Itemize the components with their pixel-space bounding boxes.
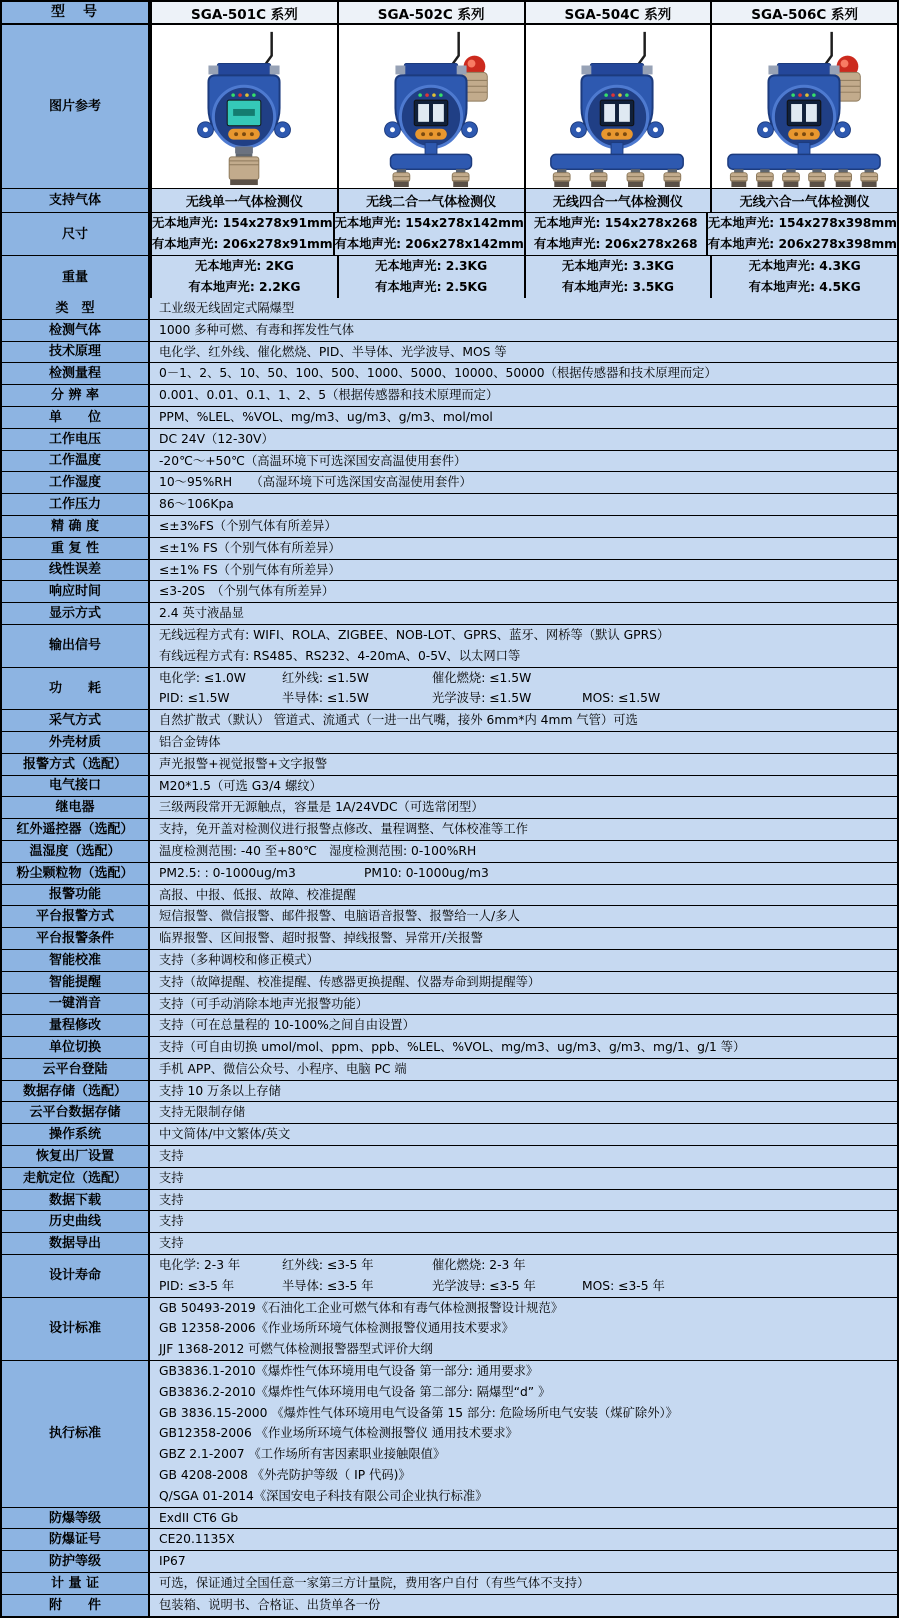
spec-value-line: 支持（多种调校和修正模式） bbox=[159, 952, 319, 967]
spec-row bbox=[2, 1572, 897, 1594]
spec-row bbox=[2, 709, 897, 731]
spec-value-line: ≤±3%FS（个别气体有所差异） bbox=[159, 518, 337, 533]
spec-value-line: 支持（故障提醒、校准提醒、传感器更换提醒、仪器寿命到期提醒等） bbox=[159, 974, 541, 989]
spec-row-label: 工作湿度 bbox=[2, 472, 150, 493]
spec-row bbox=[2, 1080, 897, 1102]
weight-line: 有本地声光: 2.5KG bbox=[375, 280, 488, 294]
spec-row bbox=[2, 537, 897, 559]
spec-row bbox=[2, 1528, 897, 1550]
spec-row bbox=[2, 406, 897, 428]
spec-row-value bbox=[150, 668, 897, 710]
spec-value-line: M20*1.5（可选 G3/4 螺纹） bbox=[159, 778, 322, 793]
spec-value-line: 中文简体/中文繁体/英文 bbox=[159, 1127, 291, 1142]
image-row-label: 图片参考 bbox=[2, 25, 150, 188]
spec-row-value bbox=[150, 863, 897, 884]
spec-value-line: GB12358-2006 《作业场所环境气体检测报警仪 通用技术要求》 bbox=[159, 1426, 518, 1441]
spec-value-segment: 红外线: ≤1.5W bbox=[282, 670, 369, 685]
spec-row-value bbox=[150, 342, 897, 363]
spec-value-line: 短信报警、微信报警、邮件报警、电脑语音报警、报警给一人/多人 bbox=[159, 909, 520, 924]
spec-row-label: 执行标准 bbox=[2, 1361, 150, 1507]
spec-row bbox=[2, 298, 897, 319]
spec-row bbox=[2, 753, 897, 775]
spec-row bbox=[2, 602, 897, 624]
weight-line: 无本地声光: 4.3KG bbox=[748, 258, 861, 273]
spec-row-value bbox=[150, 1102, 897, 1123]
spec-value-line: 温度检测范围: -40 至+80℃ 湿度检测范围: 0-100%RH bbox=[159, 843, 477, 858]
spec-row-value bbox=[150, 494, 897, 515]
spec-row bbox=[2, 1145, 897, 1167]
spec-value-line: ≤±1% FS（个别气体有所差异） bbox=[159, 562, 341, 577]
spec-row-value bbox=[150, 819, 897, 840]
spec-value-segment: PID: ≤3-5 年 bbox=[159, 1278, 235, 1293]
dimensions-line: 无本地声光: 154x278x398mm bbox=[707, 215, 897, 230]
spec-value-line: 支持（可在总量程的 10-100%之间自由设置） bbox=[159, 1018, 415, 1033]
sga-506c-device-image bbox=[710, 25, 897, 188]
sga-501c-device-icon bbox=[152, 26, 337, 188]
spec-value-line: 临界报警、区间报警、超时报警、掉线报警、异常开/关报警 bbox=[159, 931, 483, 946]
supported-gas-cell: 无线二合一气体检测仪 bbox=[337, 189, 524, 212]
sga-504c-device-image bbox=[524, 25, 711, 188]
spec-row-value bbox=[150, 472, 897, 493]
spec-row-value bbox=[150, 1081, 897, 1102]
spec-row-value bbox=[150, 560, 897, 581]
weight-line: 无本地声光: 2.3KG bbox=[375, 258, 488, 273]
spec-value-segment: MOS: ≤3-5 年 bbox=[582, 1278, 665, 1293]
spec-row-label: 重 复 性 bbox=[2, 538, 150, 559]
spec-row-label: 设计寿命 bbox=[2, 1255, 150, 1297]
spec-row-value bbox=[150, 754, 897, 775]
spec-row bbox=[2, 1507, 897, 1529]
spec-value-line: 10～95%RH （高湿环境下可选深国安高湿使用套件） bbox=[159, 475, 472, 490]
model-header-row bbox=[2, 2, 897, 24]
spec-row bbox=[2, 1594, 897, 1616]
spec-row-value bbox=[150, 906, 897, 927]
spec-value-line: DC 24V（12-30V） bbox=[159, 431, 274, 446]
spec-value-line: 86～106Kpa bbox=[159, 497, 234, 512]
spec-row-value bbox=[150, 625, 897, 667]
spec-row-label: 单 位 bbox=[2, 407, 150, 428]
dimensions-line: 有本地声光: 206x278x142mm bbox=[334, 237, 524, 251]
spec-row bbox=[2, 1232, 897, 1254]
sga-502c-device-icon bbox=[339, 26, 524, 188]
sga-504c-device-icon bbox=[525, 26, 710, 188]
spec-row-value bbox=[150, 320, 897, 341]
dimensions-line: 有本地声光: 206x278x268 bbox=[534, 237, 698, 251]
spec-row bbox=[2, 1123, 897, 1145]
spec-value-line: IP67 bbox=[159, 1554, 186, 1569]
spec-value-line: PPM、%LEL、%VOL、mg/m3、ug/m3、g/m3、mol/mol bbox=[159, 409, 493, 424]
spec-value-line bbox=[159, 668, 897, 689]
spec-value-line: ExdII CT6 Gb bbox=[159, 1510, 239, 1525]
spec-row bbox=[2, 905, 897, 927]
spec-row bbox=[2, 1058, 897, 1080]
spec-value-line: ≤±1% FS（个别气体有所差异） bbox=[159, 540, 341, 555]
spec-row-label: 精 确 度 bbox=[2, 516, 150, 537]
spec-row-value bbox=[150, 538, 897, 559]
spec-value-line: ≤3-20S （个别气体有所差异） bbox=[159, 584, 335, 599]
spec-value-line: 铝合金铸体 bbox=[159, 734, 221, 749]
spec-row-label: 走航定位（选配） bbox=[2, 1168, 150, 1189]
spec-row-label: 技术原理 bbox=[2, 342, 150, 363]
spec-row-value bbox=[150, 1298, 897, 1360]
spec-row-label: 智能校准 bbox=[2, 950, 150, 971]
spec-row-label: 电气接口 bbox=[2, 776, 150, 797]
spec-row-value bbox=[150, 603, 897, 624]
spec-rows-container bbox=[2, 298, 897, 1616]
spec-row bbox=[2, 515, 897, 537]
dimensions-line: 有本地声光: 206x278x398mm bbox=[707, 237, 897, 251]
spec-row-label: 类 型 bbox=[2, 298, 150, 319]
dimensions-label: 尺寸 bbox=[2, 213, 150, 255]
spec-row bbox=[2, 362, 897, 384]
spec-row-label: 报警功能 bbox=[2, 885, 150, 906]
spec-value-line: 声光报警+视觉报警+文字报警 bbox=[159, 756, 328, 771]
spec-row bbox=[2, 971, 897, 993]
weight-line: 有本地声光: 2.2KG bbox=[188, 280, 301, 294]
dimensions-line: 无本地声光: 154x278x142mm bbox=[334, 215, 524, 230]
spec-row bbox=[2, 471, 897, 493]
weight-line: 有本地声光: 4.5KG bbox=[748, 280, 861, 294]
spec-row-value bbox=[150, 1059, 897, 1080]
spec-row-label: 响应时间 bbox=[2, 581, 150, 602]
spec-value-line: 支持，免开盖对检测仪进行报警点修改、量程调整、气体校准等工作 bbox=[159, 822, 528, 837]
spec-row-value bbox=[150, 451, 897, 472]
spec-row-value bbox=[150, 298, 897, 319]
spec-row-label: 防爆等级 bbox=[2, 1508, 150, 1529]
spec-row bbox=[2, 1167, 897, 1189]
spec-value-segment: PM10: 0-1000ug/m3 bbox=[364, 865, 489, 880]
spec-value-line: GB 3836.15-2000 《爆炸性气体环境用电气设备第 15 部分: 危险场所电气安装（煤矿除外）》 bbox=[159, 1405, 678, 1420]
spec-row-label: 防爆证号 bbox=[2, 1529, 150, 1550]
spec-value-segment: MOS: ≤1.5W bbox=[582, 691, 661, 706]
weight-cell bbox=[337, 256, 524, 298]
model-header-label: 型 号 bbox=[2, 2, 150, 23]
spec-row-label: 平台报警方式 bbox=[2, 906, 150, 927]
spec-row-label: 恢复出厂设置 bbox=[2, 1146, 150, 1167]
spec-row bbox=[2, 341, 897, 363]
spec-row-label: 智能提醒 bbox=[2, 972, 150, 993]
spec-row-value bbox=[150, 516, 897, 537]
spec-value-line: 三级两段常开无源触点，容量是 1A/24VDC（可选常闭型） bbox=[159, 800, 484, 815]
spec-row bbox=[2, 450, 897, 472]
spec-row bbox=[2, 1297, 897, 1360]
spec-row bbox=[2, 796, 897, 818]
spec-row bbox=[2, 927, 897, 949]
spec-value-line: 支持 bbox=[159, 1149, 184, 1164]
spec-row bbox=[2, 1189, 897, 1211]
spec-row-value bbox=[150, 994, 897, 1015]
spec-row-label: 继电器 bbox=[2, 797, 150, 818]
spec-row-label: 工作压力 bbox=[2, 494, 150, 515]
spec-row bbox=[2, 993, 897, 1015]
sga-501c-device-image bbox=[150, 25, 337, 188]
weight-cell bbox=[710, 256, 897, 298]
weight-label: 重量 bbox=[2, 256, 150, 298]
spec-row-value bbox=[150, 1551, 897, 1572]
supported-gas-label: 支持气体 bbox=[2, 189, 150, 212]
spec-row-label: 一键消音 bbox=[2, 994, 150, 1015]
spec-row-value bbox=[150, 407, 897, 428]
spec-row bbox=[2, 818, 897, 840]
spec-value-line: 2.4 英寸液晶显 bbox=[159, 606, 244, 621]
spec-row-value bbox=[150, 797, 897, 818]
dimensions-row bbox=[2, 212, 897, 255]
spec-row-value bbox=[150, 1255, 897, 1297]
spec-row-value bbox=[150, 1168, 897, 1189]
spec-row-label: 云平台数据存储 bbox=[2, 1102, 150, 1123]
dimensions-cell bbox=[524, 213, 706, 255]
spec-row bbox=[2, 1036, 897, 1058]
spec-row-value bbox=[150, 885, 897, 906]
spec-row-label: 计 量 证 bbox=[2, 1573, 150, 1594]
spec-row-label: 外壳材质 bbox=[2, 732, 150, 753]
spec-row-label: 云平台登陆 bbox=[2, 1059, 150, 1080]
model-header-cell: SGA-502C 系列 bbox=[337, 2, 524, 23]
spec-value-line: 包装箱、说明书、合格证、出货单各一份 bbox=[159, 1597, 381, 1612]
spec-row-label: 设计标准 bbox=[2, 1298, 150, 1360]
dimensions-line: 无本地声光: 154x278x268 bbox=[534, 215, 698, 230]
spec-value-line: GB3836.1-2010《爆炸性气体环境用电气设备 第一部分: 通用要求》 bbox=[159, 1364, 539, 1379]
spec-row-label: 功 耗 bbox=[2, 668, 150, 710]
spec-row-label: 附 件 bbox=[2, 1595, 150, 1616]
spec-row bbox=[2, 862, 897, 884]
spec-row bbox=[2, 667, 897, 710]
spec-row-value bbox=[150, 363, 897, 384]
spec-value-segment: 催化燃烧: 2-3 年 bbox=[432, 1258, 526, 1273]
spec-row-label: 历史曲线 bbox=[2, 1211, 150, 1232]
spec-value-line: 手机 APP、微信公众号、小程序、电脑 PC 端 bbox=[159, 1061, 407, 1076]
spec-row-value bbox=[150, 1361, 897, 1507]
spec-row bbox=[2, 949, 897, 971]
spec-row bbox=[2, 1210, 897, 1232]
spec-row bbox=[2, 1014, 897, 1036]
spec-row-label: 操作系统 bbox=[2, 1124, 150, 1145]
weight-line: 无本地声光: 2KG bbox=[194, 258, 294, 273]
spec-value-segment: 光学波导: ≤3-5 年 bbox=[432, 1278, 536, 1293]
spec-value-line: GB 50493-2019《石油化工企业可燃气体和有毒气体检测报警设计规范》 bbox=[159, 1300, 564, 1315]
dimensions-line: 有本地声光: 206x278x91mm bbox=[152, 237, 333, 251]
model-header-cell: SGA-501C 系列 bbox=[150, 2, 337, 23]
spec-value-line: CE20.1135X bbox=[159, 1532, 235, 1547]
spec-row bbox=[2, 580, 897, 602]
supported-gas-row bbox=[2, 188, 897, 212]
spec-value-line bbox=[159, 1255, 897, 1276]
spec-row-value bbox=[150, 732, 897, 753]
spec-row-label: 检测气体 bbox=[2, 320, 150, 341]
spec-value-segment: 电化学: ≤1.0W bbox=[159, 670, 246, 685]
spec-value-segment: 半导体: ≤3-5 年 bbox=[282, 1278, 374, 1293]
spec-row bbox=[2, 1550, 897, 1572]
spec-row bbox=[2, 775, 897, 797]
spec-row-label: 检测量程 bbox=[2, 363, 150, 384]
spec-value-line: 高报、中报、低报、故障、校准提醒 bbox=[159, 887, 356, 902]
weight-cell bbox=[524, 256, 711, 298]
spec-value-line: 0.001、0.01、0.1、1、2、5（根据传感器和技术原理而定） bbox=[159, 388, 499, 403]
spec-row bbox=[2, 428, 897, 450]
spec-value-line: Q/SGA 01-2014《深国安电子科技有限公司企业执行标准》 bbox=[159, 1488, 488, 1503]
spec-value-line: GB 4208-2008 《外壳防护等级（ IP 代码)》 bbox=[159, 1468, 411, 1483]
spec-row-label: 分 辨 率 bbox=[2, 385, 150, 406]
spec-row-value bbox=[150, 928, 897, 949]
spec-value-segment: 红外线: ≤3-5 年 bbox=[282, 1258, 374, 1273]
spec-value-line: 支持（可手动消除本地声光报警功能） bbox=[159, 996, 369, 1011]
spec-value-segment: 电化学: 2-3 年 bbox=[159, 1258, 241, 1273]
supported-gas-cell: 无线四合一气体检测仪 bbox=[524, 189, 711, 212]
spec-value-line: 电化学、红外线、催化燃烧、PID、半导体、光学波导、MOS 等 bbox=[159, 344, 507, 359]
spec-value-line bbox=[159, 1276, 897, 1297]
spec-row bbox=[2, 1101, 897, 1123]
spec-row bbox=[2, 624, 897, 667]
spec-row-value bbox=[150, 581, 897, 602]
weight-row bbox=[2, 255, 897, 298]
spec-row-value bbox=[150, 385, 897, 406]
sga-506c-device-icon bbox=[712, 26, 897, 188]
spec-row-value bbox=[150, 1124, 897, 1145]
spec-value-line: JJF 1368-2012 可燃气体检测报警器型式评价大纲 bbox=[159, 1342, 433, 1357]
spec-row-value bbox=[150, 841, 897, 862]
spec-row-label: 数据下载 bbox=[2, 1190, 150, 1211]
spec-value-line: 可选，保证通过全国任意一家第三方计量院，费用客户自付（有些气体不支持） bbox=[159, 1576, 590, 1591]
spec-row-label: 显示方式 bbox=[2, 603, 150, 624]
spec-row-value bbox=[150, 1211, 897, 1232]
spec-row-label: 红外遥控器（选配） bbox=[2, 819, 150, 840]
spec-row bbox=[2, 840, 897, 862]
spec-value-line: GB 12358-2006《作业场所环境气体检测报警仪通用技术要求》 bbox=[159, 1321, 514, 1336]
weight-line: 有本地声光: 3.5KG bbox=[561, 280, 674, 294]
spec-row-value bbox=[150, 1573, 897, 1594]
spec-row-label: 量程修改 bbox=[2, 1015, 150, 1036]
dimensions-line: 无本地声光: 154x278x91mm bbox=[152, 215, 333, 230]
spec-value-segment: 半导体: ≤1.5W bbox=[282, 691, 369, 706]
spec-value-segment: 光学波导: ≤1.5W bbox=[432, 691, 532, 706]
spec-row-value bbox=[150, 1037, 897, 1058]
spec-row bbox=[2, 731, 897, 753]
spec-row-label: 工作温度 bbox=[2, 451, 150, 472]
spec-row-value bbox=[150, 1508, 897, 1529]
spec-row-label: 工作电压 bbox=[2, 429, 150, 450]
spec-row bbox=[2, 559, 897, 581]
spec-value-segment: 催化燃烧: ≤1.5W bbox=[432, 670, 532, 685]
spec-value-line: -20℃～+50℃（高温环境下可选深国安高温使用套件） bbox=[159, 453, 467, 468]
dimensions-cell bbox=[333, 213, 524, 255]
spec-value-line: 支持 bbox=[159, 1214, 184, 1229]
spec-value-line bbox=[159, 863, 897, 884]
sga-502c-device-image bbox=[337, 25, 524, 188]
spec-row bbox=[2, 384, 897, 406]
spec-row-label: 数据存储（选配） bbox=[2, 1081, 150, 1102]
dimensions-cell bbox=[150, 213, 333, 255]
spec-row-label: 线性误差 bbox=[2, 560, 150, 581]
spec-value-line: 自然扩散式（默认） 管道式、流通式（一进一出气嘴，接外 6mm*内 4mm 气管）可选 bbox=[159, 713, 638, 728]
spec-row bbox=[2, 1360, 897, 1507]
spec-value-segment: PID: ≤1.5W bbox=[159, 691, 230, 706]
spec-row-value bbox=[150, 710, 897, 731]
spec-row-label: 输出信号 bbox=[2, 625, 150, 667]
spec-row-value bbox=[150, 1146, 897, 1167]
spec-value-line: GBZ 2.1-2007 《工作场所有害因素职业接触限值》 bbox=[159, 1447, 446, 1462]
spec-row bbox=[2, 493, 897, 515]
supported-gas-cell: 无线六合一气体检测仪 bbox=[710, 189, 897, 212]
spec-row-value bbox=[150, 950, 897, 971]
spec-value-line: 支持无限制存储 bbox=[159, 1105, 246, 1120]
spec-value-line bbox=[159, 688, 897, 709]
spec-row-value bbox=[150, 1190, 897, 1211]
spec-row-label: 平台报警条件 bbox=[2, 928, 150, 949]
spec-row-label: 报警方式（选配） bbox=[2, 754, 150, 775]
spec-value-line: GB3836.2-2010《爆炸性气体环境用电气设备 第二部分: 隔爆型“d” 》 bbox=[159, 1384, 551, 1399]
spec-row-label: 粉尘颗粒物（选配） bbox=[2, 863, 150, 884]
spec-value-line: 工业级无线固定式隔爆型 bbox=[159, 301, 295, 315]
spec-row-value bbox=[150, 429, 897, 450]
spec-row-value bbox=[150, 1529, 897, 1550]
spec-row bbox=[2, 319, 897, 341]
weight-cell bbox=[150, 256, 337, 298]
spec-row bbox=[2, 884, 897, 906]
spec-value-line: 支持 bbox=[159, 1236, 184, 1251]
supported-gas-cell: 无线单一气体检测仪 bbox=[150, 189, 337, 212]
dimensions-cell bbox=[706, 213, 897, 255]
spec-value-segment: PM2.5: : 0-1000ug/m3 bbox=[159, 865, 296, 880]
spec-value-line: 0－1、2、5、10、50、100、500、1000、5000、10000、50000（根据传感器和技术原理而定） bbox=[159, 366, 717, 381]
spec-row-label: 温湿度（选配） bbox=[2, 841, 150, 862]
spec-row-value bbox=[150, 1595, 897, 1616]
spec-row-label: 数据导出 bbox=[2, 1233, 150, 1254]
spec-value-line: 有线远程方式有: RS485、RS232、4-20mA、0-5V、以太网口等 bbox=[159, 648, 521, 663]
spec-row-value bbox=[150, 1233, 897, 1254]
spec-row-label: 防护等级 bbox=[2, 1551, 150, 1572]
spec-value-line: 支持 bbox=[159, 1170, 184, 1185]
spec-value-line: 支持（可自由切换 umol/mol、ppm、ppb、%LEL、%VOL、mg/m3、ug/m3、g/m3、mg/1、g/1 等） bbox=[159, 1040, 746, 1055]
spec-row bbox=[2, 1254, 897, 1297]
model-header-cell: SGA-506C 系列 bbox=[710, 2, 897, 23]
spec-row-label: 单位切换 bbox=[2, 1037, 150, 1058]
model-header-cell: SGA-504C 系列 bbox=[524, 2, 711, 23]
image-reference-row bbox=[2, 24, 897, 188]
weight-line: 无本地声光: 3.3KG bbox=[561, 258, 674, 273]
spec-row-label: 采气方式 bbox=[2, 710, 150, 731]
spec-value-line: 1000 多种可燃、有毒和挥发性气体 bbox=[159, 322, 355, 337]
spec-row-value bbox=[150, 972, 897, 993]
spec-value-line: 支持 10 万条以上存储 bbox=[159, 1083, 281, 1098]
spec-value-line: 支持 bbox=[159, 1192, 184, 1207]
spec-row-value bbox=[150, 1015, 897, 1036]
spec-value-line: 无线远程方式有: WIFI、ROLA、ZIGBEE、NOB-LOT、GPRS、蓝牙、网桥等（默认 GPRS） bbox=[159, 627, 670, 642]
spec-row-value bbox=[150, 776, 897, 797]
